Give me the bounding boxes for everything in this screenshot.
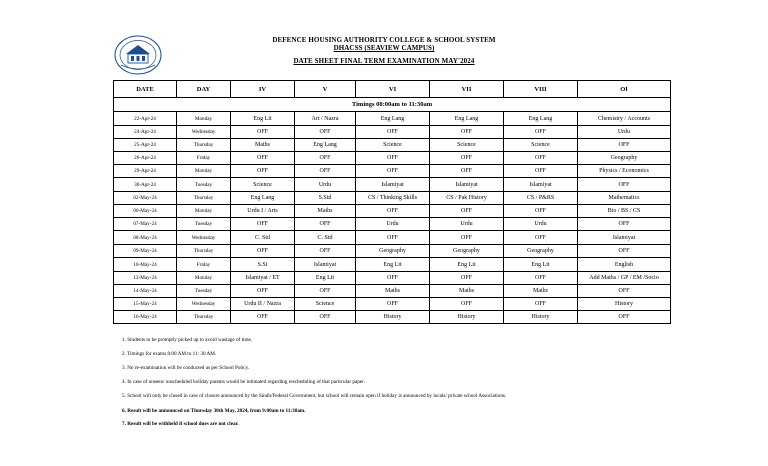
table-cell: OFF xyxy=(430,126,504,139)
table-cell: Wednesday xyxy=(177,231,231,245)
table-cell: OFF xyxy=(231,311,295,324)
table-cell: Friday xyxy=(177,152,231,165)
table-cell: Monday xyxy=(177,205,231,218)
table-cell: Urdu I / Arts xyxy=(231,205,295,218)
table-cell: C. Std xyxy=(295,231,356,245)
table-row xyxy=(114,165,671,178)
column-header: OI xyxy=(578,81,671,98)
table-cell: Add Maths / GP / EM /Socio xyxy=(578,272,671,285)
table-cell: Chemistry / Accounts xyxy=(578,112,671,126)
table-cell: OFF xyxy=(295,126,356,139)
table-cell: Bio / BS / CS xyxy=(578,205,671,218)
table-cell: Eng Lit xyxy=(231,112,295,126)
table-cell: CS / Thinking Skills xyxy=(356,192,430,205)
note-item: 4. In case of unseen/ unscheduled holiday parents would be intimated regarding rescheduling of that particular paper. xyxy=(122,379,365,385)
column-header: V xyxy=(295,81,356,98)
table-cell: Maths xyxy=(430,285,504,298)
table-cell: 14-May-24 xyxy=(114,285,177,298)
table-cell: Maths xyxy=(295,205,356,218)
table-row xyxy=(114,311,671,324)
note-item: 5. School will only be closed in case of closure announced by the Sindh/Federal Government, but school will remain open if holiday is announced by locals/ private school Associations. xyxy=(122,393,507,399)
table-row xyxy=(114,112,671,126)
page-title: DATE SHEET FINAL TERM EXAMINATION MAY'2024 xyxy=(293,57,475,65)
table-row xyxy=(114,272,671,285)
table-cell: Thursday xyxy=(177,311,231,324)
table-cell: S.Std xyxy=(295,192,356,205)
table-cell: Islamiyat xyxy=(356,178,430,192)
table-cell: OFF xyxy=(504,152,578,165)
table-cell: Mathematics xyxy=(578,192,671,205)
table-cell: Thursday xyxy=(177,245,231,258)
table-cell: OFF xyxy=(430,231,504,245)
table-cell: OFF xyxy=(231,245,295,258)
note-item: 7. Result will be withheld if school dues are not clear. xyxy=(122,421,239,427)
table-cell: Monday xyxy=(177,272,231,285)
school-name: DEFENCE HOUSING AUTHORITY COLLEGE & SCHOOL SYSTEM xyxy=(272,36,496,44)
table-cell: Tuesday xyxy=(177,285,231,298)
table-cell: OFF xyxy=(295,218,356,231)
table-cell: OFF xyxy=(504,298,578,311)
table-cell: Urdu xyxy=(578,126,671,139)
column-header: VIII xyxy=(504,81,578,98)
table-cell: OFF xyxy=(578,178,671,192)
table-cell: OFF xyxy=(578,285,671,298)
table-cell: Wednesday xyxy=(177,126,231,139)
table-cell: OFF xyxy=(430,272,504,285)
table-cell: OFF xyxy=(504,231,578,245)
table-row xyxy=(114,285,671,298)
table-cell: Eng Lang xyxy=(295,139,356,152)
table-cell: Wednesday xyxy=(177,298,231,311)
table-cell: OFF xyxy=(356,231,430,245)
table-cell: Urdu xyxy=(295,178,356,192)
table-cell: OFF xyxy=(578,311,671,324)
table-cell: Eng Lang xyxy=(231,192,295,205)
table-cell: Maths xyxy=(356,285,430,298)
table-cell: Eng Lit xyxy=(430,258,504,272)
table-cell: 16-May-24 xyxy=(114,311,177,324)
table-cell: 22-Apr-24 xyxy=(114,112,177,126)
table-cell: OFF xyxy=(578,218,671,231)
table-cell: Eng Lit xyxy=(356,258,430,272)
column-header: VI xyxy=(356,81,430,98)
table-cell: History xyxy=(430,311,504,324)
table-cell: OFF xyxy=(356,205,430,218)
table-cell: OFF xyxy=(504,165,578,178)
table-cell: OFF xyxy=(231,285,295,298)
table-row xyxy=(114,218,671,231)
table-row xyxy=(114,258,671,272)
table-cell: Science xyxy=(231,178,295,192)
table-cell: OFF xyxy=(430,205,504,218)
table-cell: C. Std xyxy=(231,231,295,245)
table-cell: Monday xyxy=(177,112,231,126)
table-cell: Eng Lit xyxy=(295,272,356,285)
campus-name: DHACSS (SEAVIEW CAMPUS) xyxy=(333,44,435,52)
table-cell: Art / Nazra xyxy=(295,112,356,126)
column-header: DAY xyxy=(177,81,231,98)
table-cell: Science xyxy=(295,298,356,311)
column-header: VII xyxy=(430,81,504,98)
table-row xyxy=(114,245,671,258)
table-cell: OFF xyxy=(356,272,430,285)
table-cell: OFF xyxy=(356,165,430,178)
table-cell: OFF xyxy=(356,298,430,311)
column-header: IV xyxy=(231,81,295,98)
table-cell: Thursday xyxy=(177,139,231,152)
table-cell: OFF xyxy=(504,126,578,139)
table-cell: 07-May-24 xyxy=(114,218,177,231)
table-row xyxy=(114,152,671,165)
table-row xyxy=(114,205,671,218)
table-cell: 08-May-24 xyxy=(114,231,177,245)
table-cell: History xyxy=(356,311,430,324)
table-cell: OFF xyxy=(295,245,356,258)
table-cell: OFF xyxy=(231,165,295,178)
table-cell: OFF xyxy=(356,126,430,139)
table-cell: 30-Apr-24 xyxy=(114,178,177,192)
table-cell: Islamiyat / ET xyxy=(231,272,295,285)
table-cell: Urdu xyxy=(356,218,430,231)
table-header-row xyxy=(114,81,671,98)
table-cell: OFF xyxy=(430,152,504,165)
table-cell: History xyxy=(504,311,578,324)
table-cell: OFF xyxy=(430,298,504,311)
table-cell: OFF xyxy=(356,152,430,165)
table-row xyxy=(114,192,671,205)
timing-label: Timings 08:00am to 11:30am xyxy=(114,98,671,112)
table-cell: CS / P&RS xyxy=(504,192,578,205)
table-cell: Islamiyat xyxy=(578,231,671,245)
table-cell: OFF xyxy=(578,139,671,152)
table-cell: Islamiyat xyxy=(295,258,356,272)
table-cell: S.St xyxy=(231,258,295,272)
table-cell: 29-Apr-24 xyxy=(114,165,177,178)
table-cell: Geography xyxy=(356,245,430,258)
table-cell: Tuesday xyxy=(177,218,231,231)
table-cell: Monday xyxy=(177,165,231,178)
table-cell: Urdu II / Nazra xyxy=(231,298,295,311)
table-cell: Maths xyxy=(231,139,295,152)
note-item: 3. No re-examination will be conducted as per School Policy. xyxy=(122,365,250,371)
table-cell: Eng Lit xyxy=(504,258,578,272)
note-item: 6. Result will be announced on Thursday 30th May, 2024, from 9:00am to 11:30am. xyxy=(122,408,306,414)
table-cell: 13-May-24 xyxy=(114,272,177,285)
table-cell: Geography xyxy=(430,245,504,258)
table-cell: OFF xyxy=(295,311,356,324)
table-cell: Science xyxy=(356,139,430,152)
table-cell: OFF xyxy=(504,205,578,218)
table-cell: English xyxy=(578,258,671,272)
column-header: DATE xyxy=(114,81,177,98)
table-row xyxy=(114,139,671,152)
table-cell: 02-May-24 xyxy=(114,192,177,205)
table-cell: OFF xyxy=(231,152,295,165)
table-cell: Urdu xyxy=(430,218,504,231)
table-cell: Maths xyxy=(504,285,578,298)
table-cell: 09-May-24 xyxy=(114,245,177,258)
table-row xyxy=(114,126,671,139)
table-row xyxy=(114,231,671,245)
table-cell: CS / Pak History xyxy=(430,192,504,205)
table-cell: 24-Apr-24 xyxy=(114,126,177,139)
table-cell: History xyxy=(578,298,671,311)
table-row xyxy=(114,178,671,192)
table-cell: 10-May-24 xyxy=(114,258,177,272)
table-cell: OFF xyxy=(295,285,356,298)
table-cell: 25-Apr-24 xyxy=(114,139,177,152)
table-cell: Urdu xyxy=(504,218,578,231)
table-cell: Science xyxy=(430,139,504,152)
table-cell: OFF xyxy=(430,165,504,178)
table-cell: Islamiyat xyxy=(504,178,578,192)
table-cell: OFF xyxy=(295,152,356,165)
table-cell: Physics / Economics xyxy=(578,165,671,178)
date-sheet-table xyxy=(113,80,671,324)
table-cell: 26-Apr-24 xyxy=(114,152,177,165)
note-item: 1. Students to be promptly picked up to avoid wastage of time. xyxy=(122,337,253,343)
table-cell: 15-May-24 xyxy=(114,298,177,311)
table-cell: Eng Lang xyxy=(356,112,430,126)
timing-row xyxy=(114,98,671,112)
table-cell: Eng Lang xyxy=(504,112,578,126)
table-cell: Geography xyxy=(504,245,578,258)
note-item: 2. Timings for exams 8:00 AM to 11: 30 AM. xyxy=(122,351,217,357)
table-cell: Tuesday xyxy=(177,178,231,192)
table-cell: Friday xyxy=(177,258,231,272)
table-row xyxy=(114,298,671,311)
table-cell: OFF xyxy=(231,218,295,231)
table-cell: Science xyxy=(504,139,578,152)
table-cell: Islamiyat xyxy=(430,178,504,192)
table-cell: Thursday xyxy=(177,192,231,205)
table-cell: OFF xyxy=(504,272,578,285)
table-cell: Eng Lang xyxy=(430,112,504,126)
table-cell: Geography xyxy=(578,152,671,165)
table-cell: 06-May-24 xyxy=(114,205,177,218)
table-cell: OFF xyxy=(578,245,671,258)
table-cell: OFF xyxy=(295,165,356,178)
table-cell: OFF xyxy=(231,126,295,139)
